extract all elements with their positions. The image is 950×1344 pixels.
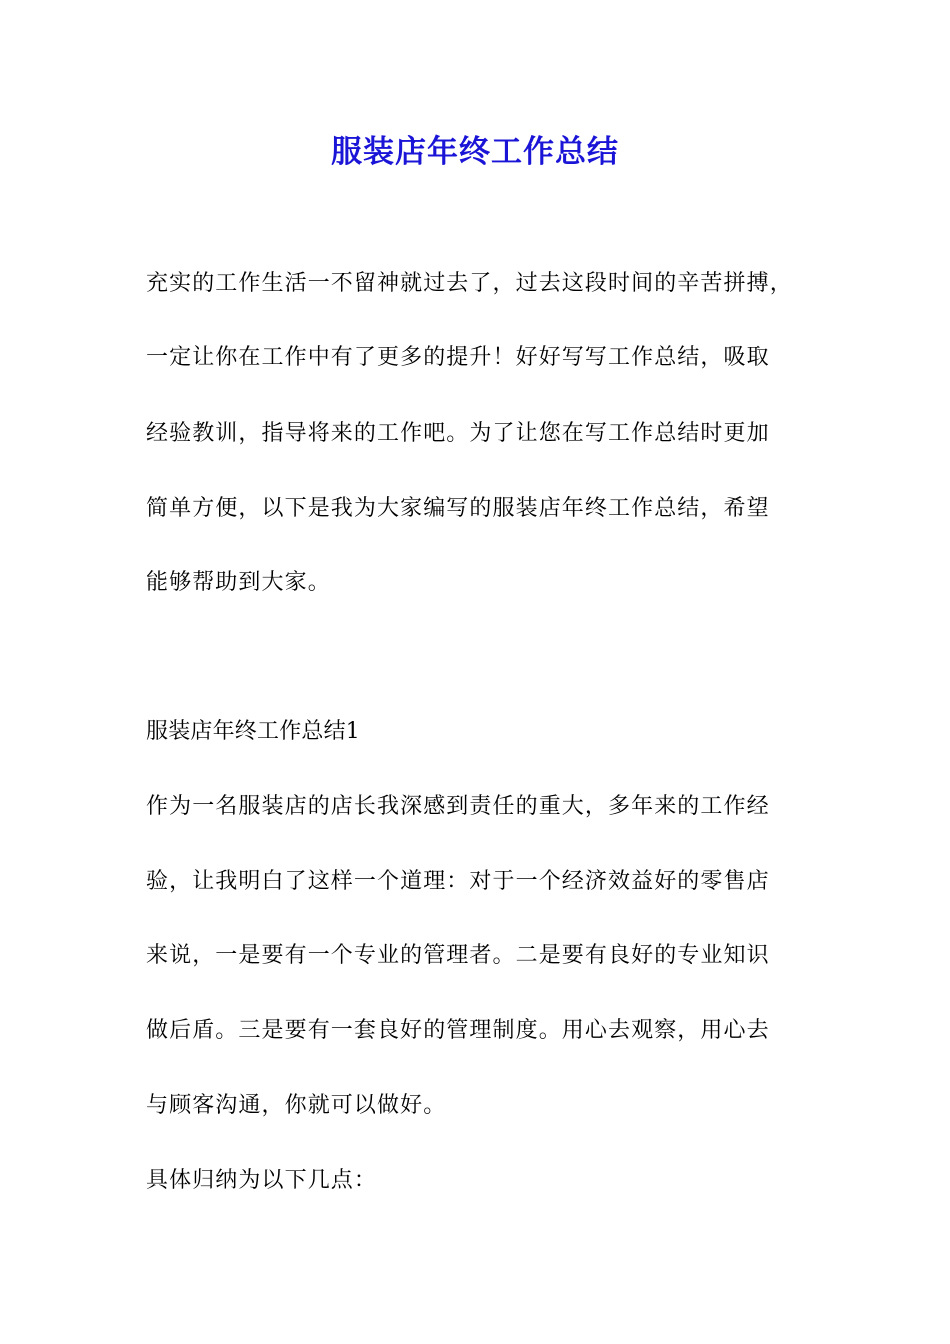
body-line-2: 验，让我明白了这样一个道理：对于一个经济效益好的零售店 bbox=[146, 869, 770, 894]
body-line-5: 与顾客沟通，你就可以做好。 bbox=[146, 1093, 447, 1118]
body-line-1: 作为一名服装店的店长我深感到责任的重大，多年来的工作经 bbox=[146, 794, 770, 819]
body-line-3: 来说，一是要有一个专业的管理者。二是要有良好的专业知识 bbox=[146, 943, 770, 968]
body-line-4: 做后盾。三是要有一套良好的管理制度。用心去观察，用心去 bbox=[146, 1018, 770, 1043]
intro-line-1: 充实的工作生活一不留神就过去了，过去这段时间的辛苦拼搏， bbox=[146, 271, 793, 296]
intro-line-4: 简单方便，以下是我为大家编写的服装店年终工作总结，希望 bbox=[146, 496, 770, 521]
intro-line-3: 经验教训，指导将来的工作吧。为了让您在写工作总结时更加 bbox=[146, 421, 770, 446]
intro-line-5: 能够帮助到大家。 bbox=[146, 570, 331, 595]
document-title: 服装店年终工作总结 bbox=[331, 134, 619, 170]
intro-line-2: 一定让你在工作中有了更多的提升！好好写写工作总结，吸取 bbox=[146, 345, 770, 370]
section-heading: 服装店年终工作总结1 bbox=[146, 719, 360, 744]
list-intro: 具体归纳为以下几点： bbox=[146, 1168, 378, 1193]
